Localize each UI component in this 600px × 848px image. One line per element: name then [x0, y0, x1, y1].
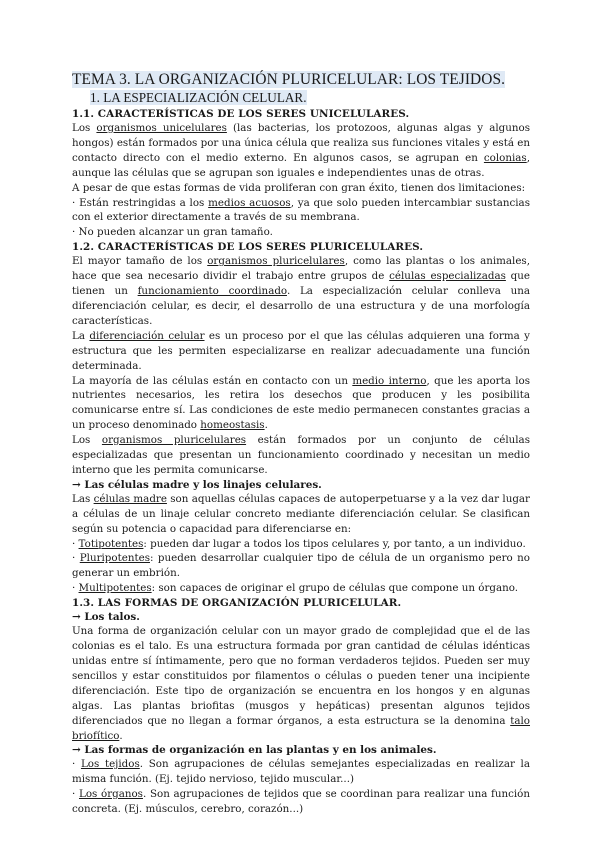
- subheading-celulas-madre: → Las células madre y los linajes celulares.: [72, 478, 322, 491]
- paragraph-pluricelulares: El mayor tamaño de los organismos pluricelulares, como las plantas o los animales, hace que sea necesario dividir el trabajo entre grupos de células especializadas que tienen un funcionamiento coordinado. La especialización celular conlleva una diferenciación celular, es decir, el desarrollo de una estructura y de una morfología características.: [72, 255, 531, 327]
- paragraph-celulas-madre: Las células madre son aquellas células capaces de autoperpetuarse y a la vez dar lugar a células de un linaje celular concreto mediante diferenciación celular. Se clasifican según su potencia o capacidad para diferenciarse en:: [72, 492, 530, 535]
- heading-1-2: 1.2. CARACTERÍSTICAS DE LOS SERES PLURICELULARES.: [72, 241, 424, 254]
- paragraph-limitaciones: A pesar de que estas formas de vida proliferan con gran éxito, tienen dos limitaciones:: [72, 181, 526, 194]
- bullet-medios-acuosos: · Están restringidas a los medios acuosos, ya que solo pueden intercambiar sustancias con el exterior directamente a través de su membrana.: [72, 196, 530, 224]
- bullet-multipotentes: · Multipotentes: son capaces de originar el grupo de células que compone un órgano.: [72, 582, 519, 595]
- bullet-organos: · Los órganos. Son agrupaciones de tejidos que se coordinan para realizar una función concreta. (Ej. músculos, cerebro, corazón...): [72, 788, 531, 816]
- document-title: TEMA 3. LA ORGANIZACIÓN PLURICELULAR: LOS TEJIDOS.: [72, 71, 506, 88]
- paragraph-medio-interno: La mayoría de las células están en contacto con un medio interno, que les aporta los nutrientes necesarios, les retira los desechos que producen y les posibilita comunicarse entre sí. Las condiciones de este medio permanecen constantes gracias a un proceso denominado homeostasis.: [72, 374, 530, 432]
- heading-1-1: 1.1. CARACTERÍSTICAS DE LOS SERES UNICELULARES.: [72, 108, 410, 120]
- document-page: [72, 70, 530, 817]
- paragraph-unicelulares: Los organismos unicelulares (las bacterias, los protozoos, algunas algas y algunos hongos) están formados por una única célula que realiza sus funciones vitales y está en contacto directo con el medio externo. En algunos casos, se agrupan en colonias, aunque las células que se agrupan son iguales e independientes unas de otras.: [72, 122, 530, 179]
- section-title: 1. LA ESPECIALIZACIÓN CELULAR.: [90, 90, 307, 105]
- paragraph-talos: Una forma de organización celular con un mayor grado de complejidad que el de las colonias es el talo. Es una estructura formada por gran cantidad de células idénticas unidas entre sí íntimamente, pero que no forman verdaderos tejidos. Pueden ser muy sencillos y estar constituidos por filamentos o células o pueden tener una incipiente diferenciación. Este tipo de organización se encuentra en los hongos y en algunas algas. Las plantas briofitas (musgos y hepáticas) presentan algunos tejidos diferenciados que no llegan a formar órganos, a esta estructura se la denomina talo briofítico.: [72, 625, 530, 742]
- paragraph-organismos-pluricelulares: Los organismos pluricelulares están formados por un conjunto de células especializadas que presentan un funcionamiento coordinado y necesitan un medio interno que les permita comunicarse.: [72, 434, 530, 476]
- bullet-tamano: · No pueden alcanzar un gran tamaño.: [72, 226, 273, 239]
- paragraph-diferenciacion: La diferenciación celular es un proceso por el que las células adquieren una forma y estructura que les permiten especializarse en realizar adecuadamente una función determinada.: [72, 329, 530, 372]
- bullet-pluripotentes: · Pluripotentes: pueden desarrollar cualquier tipo de célula de un organismo pero no generar un embrión.: [72, 552, 530, 580]
- bullet-tejidos: · Los tejidos. Son agrupaciones de células semejantes especializadas en realizar la misma función. (Ej. tejido nervioso, tejido muscular...): [72, 758, 530, 786]
- subheading-formas-organizacion: → Las formas de organización en las plantas y en los animales.: [72, 744, 437, 757]
- bullet-totipotentes: · Totipotentes: pueden dar lugar a todos los tipos celulares y, por tanto, a un individuo.: [72, 537, 526, 550]
- heading-1-3: 1.3. LAS FORMAS DE ORGANIZACIÓN PLURICELULAR.: [72, 597, 402, 610]
- subheading-talos: → Los talos.: [72, 611, 140, 624]
